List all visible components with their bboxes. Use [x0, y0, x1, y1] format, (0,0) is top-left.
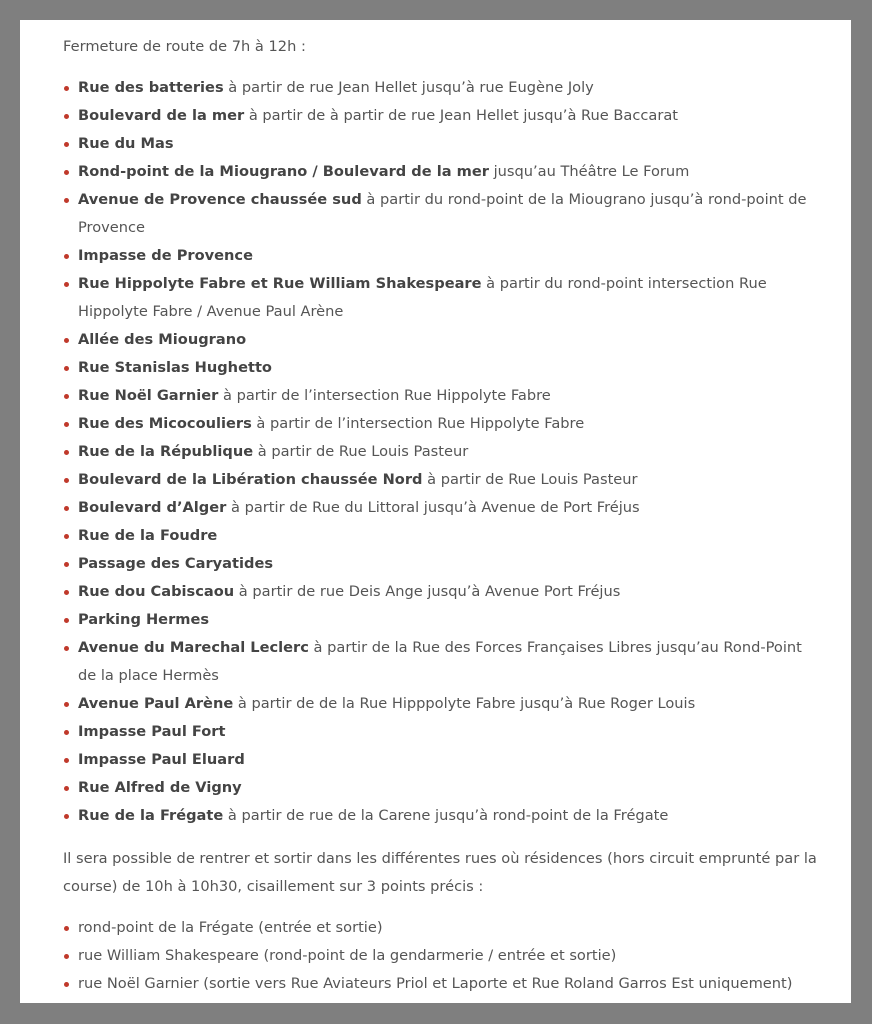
closure-detail: à partir de la Rue des Forces Françaises Libres jusqu’au Rond-Point de la place Hermès	[78, 639, 802, 684]
street-name: Rue Hippolyte Fabre et Rue William Shakespeare	[78, 275, 482, 292]
closure-item	[63, 186, 823, 242]
street-name: Boulevard d’Alger	[78, 499, 227, 516]
street-name: Impasse de Provence	[78, 247, 253, 264]
closure-item	[63, 326, 823, 354]
street-name: Rue de la Frégate	[78, 807, 224, 824]
street-name: Rue de la Foudre	[78, 527, 218, 544]
closure-item	[63, 102, 823, 130]
closure-item	[63, 606, 823, 634]
closure-item	[63, 802, 823, 830]
closure-detail: jusqu’au Théâtre Le Forum	[488, 163, 690, 180]
street-name: Avenue du Marechal Leclerc	[78, 639, 309, 656]
closure-item	[63, 746, 823, 774]
closure-item	[63, 774, 823, 802]
access-point-item: rue William Shakespeare (rond-point de la gendarmerie / entrée et sortie)	[63, 942, 823, 970]
closure-item	[63, 522, 823, 550]
closure-item	[63, 578, 823, 606]
closure-detail: à partir de l’intersection Rue Hippolyte Fabre	[218, 387, 551, 404]
access-point-item: rond-point de la Frégate (entrée et sortie)	[63, 914, 823, 942]
street-name: Rue des Micocouliers	[78, 415, 252, 432]
street-name: Impasse Paul Eluard	[78, 751, 245, 768]
access-paragraph: Il sera possible de rentrer et sortir dans les différentes rues où résidences (hors circuit emprunté par la course) de 10h à 10h30, cisaillement sur 3 points précis :	[63, 850, 817, 895]
closure-detail: à partir de rue Deis Ange jusqu’à Avenue Port Fréjus	[234, 583, 621, 600]
street-name: Passage des Caryatides	[78, 555, 274, 572]
street-name: Rue de la République	[78, 443, 254, 460]
street-name: Rue des batteries	[78, 79, 224, 96]
closure-detail: à partir de Rue Louis Pasteur	[422, 471, 638, 488]
closure-detail: à partir du rond-point de la Miougrano jusqu’à rond-point de Provence	[78, 191, 807, 236]
street-name: Rue dou Cabiscaou	[78, 583, 235, 600]
closure-item	[63, 242, 823, 270]
street-name: Allée des Miougrano	[78, 331, 247, 348]
closure-item	[63, 438, 823, 466]
closure-item	[63, 74, 823, 102]
closure-detail: à partir du rond-point intersection Rue Hippolyte Fabre / Avenue Paul Arène	[78, 275, 767, 320]
closure-item	[63, 354, 823, 382]
closure-item	[63, 382, 823, 410]
closure-detail: à partir de l’intersection Rue Hippolyte Fabre	[251, 415, 585, 432]
closure-item	[63, 634, 823, 690]
closure-item	[63, 466, 823, 494]
access-point-list	[63, 914, 851, 998]
street-name: Rue Alfred de Vigny	[78, 779, 242, 796]
street-name: Rue Noël Garnier	[78, 387, 219, 404]
closure-item	[63, 410, 823, 438]
closure-item	[63, 494, 823, 522]
closure-detail: à partir de Rue du Littoral jusqu’à Avenue de Port Fréjus	[226, 499, 640, 516]
closure-detail: à partir de à partir de rue Jean Hellet jusqu’à Rue Baccarat	[244, 107, 678, 124]
closure-item	[63, 270, 823, 326]
access-point-item: rue Noël Garnier (sortie vers Rue Aviateurs Priol et Laporte et Rue Roland Garros Est uniquement)	[63, 970, 823, 998]
street-name: Rue du Mas	[78, 135, 174, 152]
street-name: Impasse Paul Fort	[78, 723, 226, 740]
street-name: Parking Hermes	[78, 611, 210, 628]
street-name: Rond-point de la Miougrano / Boulevard de la mer	[78, 163, 489, 180]
street-name: Rue Stanislas Hughetto	[78, 359, 272, 376]
closure-item	[63, 718, 823, 746]
article-card	[20, 20, 851, 1003]
closure-detail: à partir de rue de la Carene jusqu’à rond-point de la Frégate	[223, 807, 669, 824]
closure-list	[63, 74, 851, 830]
street-name: Boulevard de la mer	[78, 107, 245, 124]
closure-item	[63, 130, 823, 158]
closure-detail: à partir de rue Jean Hellet jusqu’à rue Eugène Joly	[223, 79, 594, 96]
closure-detail: à partir de Rue Louis Pasteur	[253, 443, 469, 460]
street-name: Avenue Paul Arène	[78, 695, 234, 712]
closure-intro: Fermeture de route de 7h à 12h :	[63, 38, 306, 55]
closure-item	[63, 158, 823, 186]
street-name: Avenue de Provence chaussée sud	[78, 191, 362, 208]
closure-item	[63, 550, 823, 578]
street-name: Boulevard de la Libération chaussée Nord	[78, 471, 423, 488]
closure-item	[63, 690, 823, 718]
closure-detail: à partir de de la Rue Hipppolyte Fabre jusqu’à Rue Roger Louis	[233, 695, 696, 712]
